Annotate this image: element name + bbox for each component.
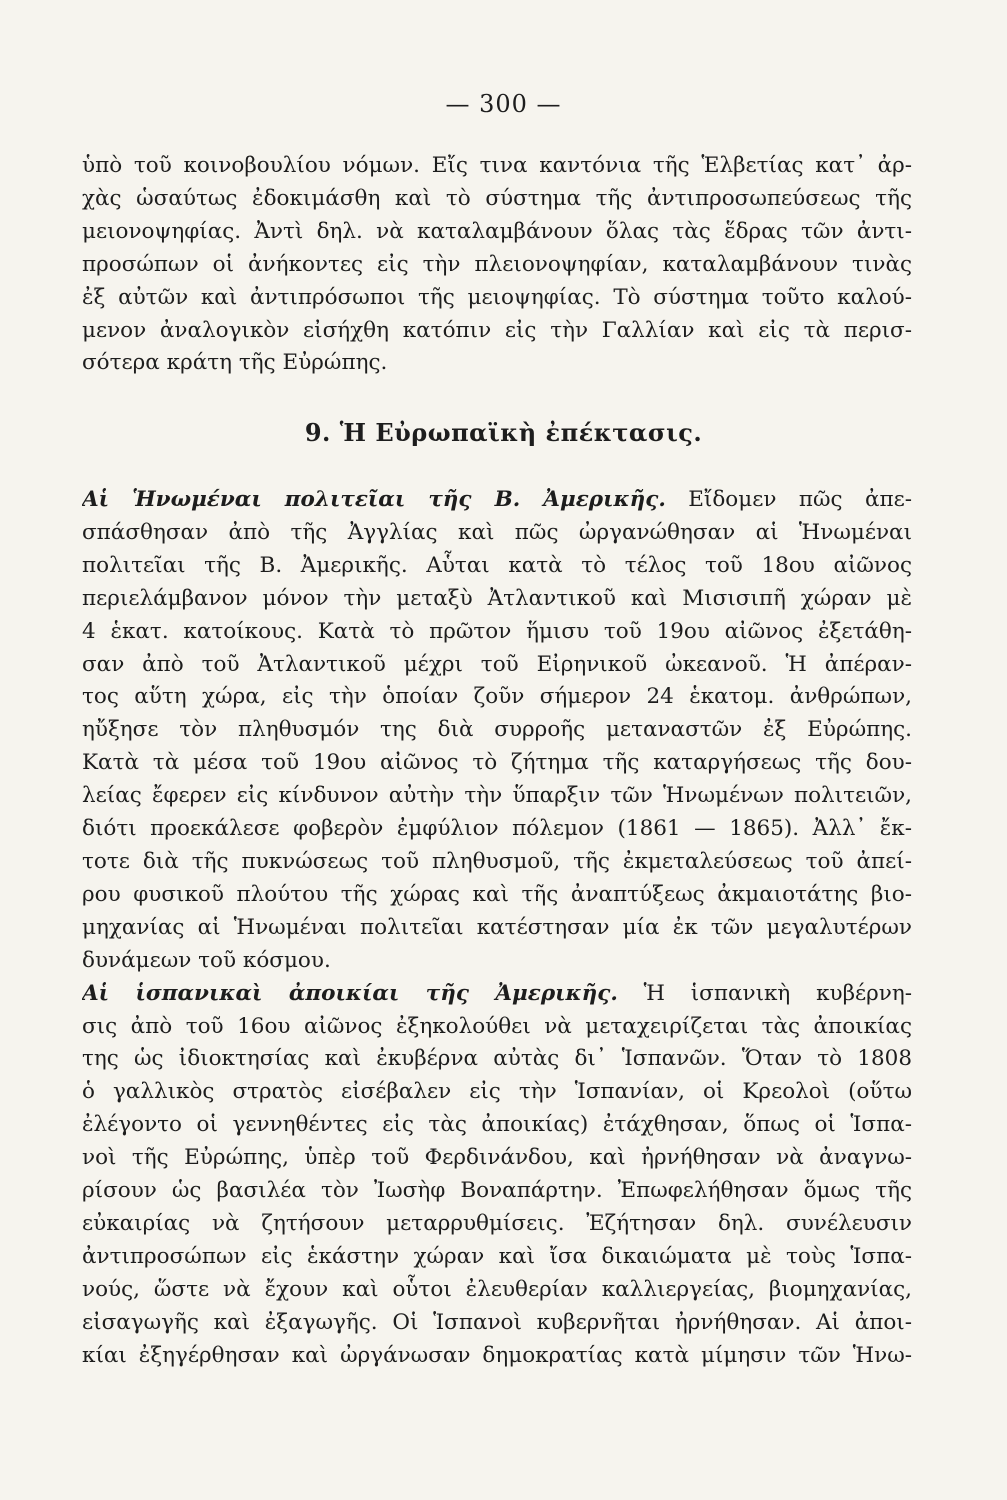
text-line: ηὔξησε τὸν πληθυσμόν της διὰ συρροῆς μεταναστῶν ἐξ Εὐρώπης. bbox=[82, 717, 912, 743]
text-line: περιελάμβανον μόνον τὴν μεταξὺ Ἀτλαντικοῦ καὶ Μισισιπῆ χώραν μὲ bbox=[82, 585, 912, 611]
text-line: ἐλέγοντο οἱ γεννηθέντες εἰς τὰς ἀποικίας) ἐτάχθησαν, ὅπως οἱ Ἱσπα- bbox=[82, 1112, 912, 1138]
text-line: ρου φυσικοῦ πλούτου τῆς χώρας καὶ τῆς ἀναπτύξεως ἀκμαιοτάτης βιο- bbox=[82, 881, 912, 907]
text-line: τος αὕτη χώρα, εἰς τὴν ὁποίαν ζοῦν σήμερον 24 ἑκατομ. ἀνθρώπων, bbox=[82, 684, 912, 710]
text-line: τοτε διὰ τῆς πυκνώσεως τοῦ πληθυσμοῦ, τῆς ἐκμεταλεύσεως τοῦ ἀπεί- bbox=[82, 848, 912, 874]
text-line: μειονοψηφίας. Ἀντὶ δηλ. νὰ καταλαμβάνουν ὅλας τὰς ἕδρας τῶν ἀντι- bbox=[82, 218, 912, 244]
text-line: προσώπων οἱ ἀνήκοντες εἰς τὴν πλειονοψηφίαν, καταλαμβάνουν τινὰς bbox=[82, 251, 912, 277]
paragraph-united-states bbox=[82, 484, 912, 978]
text-line: ἀντιπροσώπων εἰς ἑκάστην χώραν καὶ ἴσα δικαιώματα μὲ τοὺς Ἱσπα- bbox=[82, 1243, 912, 1269]
text-line: ὑπὸ τοῦ κοινοβουλίου νόμων. Εἴς τινα καντόνια τῆς Ἑλβετίας κατ᾽ ἀρ- bbox=[82, 153, 912, 178]
text-line: νούς, ὥστε νὰ ἔχουν καὶ οὗτοι ἐλευθερίαν καλλιεργείας, βιομηχανίας, bbox=[82, 1276, 912, 1302]
text-line: χὰς ὡσαύτως ἐδοκιμάσθη καὶ τὸ σύστημα τῆς ἀντιπροσωπεύσεως τῆς bbox=[82, 185, 912, 211]
text-line bbox=[82, 484, 912, 517]
text-line: Κατὰ τὰ μέσα τοῦ 19ου αἰῶνος τὸ ζήτημα τῆς καταργήσεως τῆς δου- bbox=[82, 750, 912, 776]
text-line: πολιτεῖαι τῆς Β. Ἀμερικῆς. Αὗται κατὰ τὸ τέλος τοῦ 18ου αἰῶνος bbox=[82, 552, 912, 578]
text-line: διότι προεκάλεσε φοβερὸν ἐμφύλιον πόλεμον (1861 — 1865). Ἀλλ᾽ ἔκ- bbox=[82, 816, 912, 842]
text-line: σις ἀπὸ τοῦ 16ου αἰῶνος ἐξηκολούθει νὰ μεταχειρίζεται τὰς ἀποικίας bbox=[82, 1013, 912, 1039]
runin-title-united-states: Αἱ Ἡνωμέναι πολιτεῖαι τῆς Β. Ἀμερικῆς. bbox=[82, 487, 666, 512]
text-line: σότερα κράτη τῆς Εὐρώπης. bbox=[82, 350, 388, 376]
text-line: ἐξ αὐτῶν καὶ ἀντιπρόσωποι τῆς μειοψηφίας. Τὸ σύστημα τοῦτο καλού- bbox=[82, 284, 912, 310]
text-line: σαν ἀπὸ τοῦ Ἀτλαντικοῦ μέχρι τοῦ Εἰρηνικοῦ ὠκεανοῦ. Ἡ ἀπέραν- bbox=[82, 651, 912, 677]
text-line: κίαι ἐξηγέρθησαν καὶ ὠργάνωσαν δημοκρατίας κατὰ μίμησιν τῶν Ἡνω- bbox=[82, 1342, 912, 1368]
text-line: εὐκαιρίας νὰ ζητήσουν μεταρρυθμίσεις. Ἐζήτησαν δηλ. συνέλευσιν bbox=[82, 1210, 912, 1236]
section-heading: 9. Ἡ Εὐρωπαϊκὴ ἐπέκτασις. bbox=[304, 418, 703, 447]
text-line: δυνάμεων τοῦ κόσμου. bbox=[82, 947, 331, 973]
text-line: της ὡς ἰδιοκτησίας καὶ ἐκυβέρνα αὐτὰς δι᾽ Ἱσπανῶν. Ὅταν τὸ 1808 bbox=[82, 1046, 912, 1072]
section-body bbox=[82, 484, 912, 1372]
text-line: εἰσαγωγῆς καὶ ἐξαγωγῆς. Οἱ Ἱσπανοὶ κυβερνῆται ἠρνήθησαν. Αἱ ἀποι- bbox=[82, 1309, 912, 1335]
intro-paragraph bbox=[82, 150, 912, 380]
page-number: — 300 — bbox=[445, 90, 562, 118]
text-line: μενον ἀναλογικὸν εἰσήχθη κατόπιν εἰς τὴν Γαλλίαν καὶ εἰς τὰ περισ- bbox=[82, 317, 912, 343]
first-line-rest: Ἡ ἱσπανικὴ κυβέρνη- bbox=[617, 980, 912, 1006]
text-line: μηχανίας αἱ Ἡνωμέναι πολιτεῖαι κατέστησαν μία ἐκ τῶν μεγαλυτέρων bbox=[82, 914, 912, 940]
text-line: 4 ἑκατ. κατοίκους. Κατὰ τὸ πρῶτον ἥμισυ τοῦ 19ου αἰῶνος ἐξετάθη- bbox=[82, 618, 912, 644]
text-line: νοὶ τῆς Εὐρώπης, ὑπὲρ τοῦ Φερδινάνδου, καὶ ἠρνήθησαν νὰ ἀναγνω- bbox=[82, 1145, 912, 1171]
text-line: ρίσουν ὡς βασιλέα τὸν Ἰωσὴφ Βοναπάρτην. Ἐπωφελήθησαν ὅμως τῆς bbox=[82, 1178, 912, 1204]
text-line: ὁ γαλλικὸς στρατὸς εἰσέβαλεν εἰς τὴν Ἱσπανίαν, οἱ Κρεολοὶ (οὕτω bbox=[82, 1079, 912, 1105]
first-line-rest: Εἴδομεν πῶς ἀπε- bbox=[665, 487, 912, 512]
text-line bbox=[82, 978, 912, 1011]
paragraph-spanish-colonies bbox=[82, 978, 912, 1373]
text-line: λείας ἔφερεν εἰς κίνδυνον αὐτὴν τὴν ὕπαρξιν τῶν Ἡνωμένων πολιτειῶν, bbox=[82, 783, 912, 809]
runin-title-spanish-colonies: Αἱ ἱσπανικαὶ ἀποικίαι τῆς Ἀμερικῆς. bbox=[82, 980, 618, 1006]
text-line: σπάσθησαν ἀπὸ τῆς Ἀγγλίας καὶ πῶς ὠργανώθησαν αἱ Ἡνωμέναι bbox=[82, 519, 912, 545]
